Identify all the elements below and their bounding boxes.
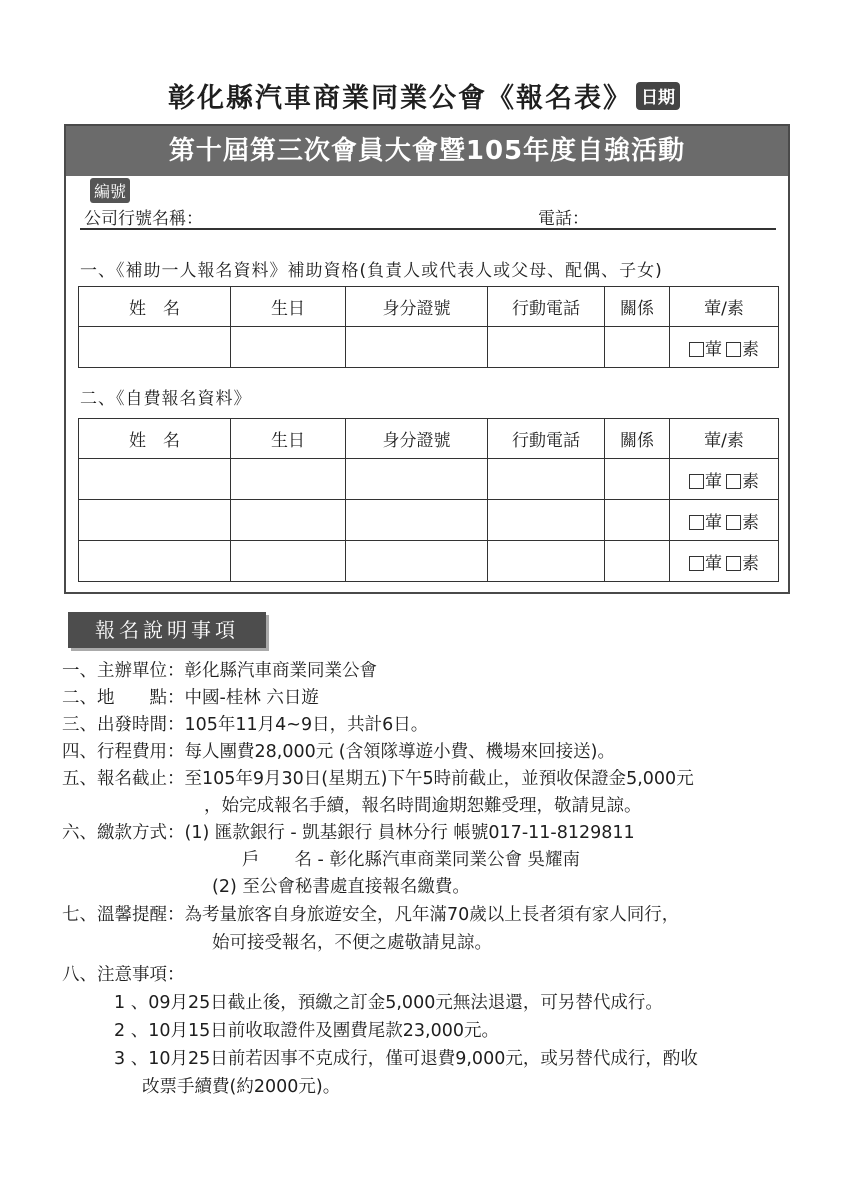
note-cost: 四、行程費用：每人團費28,000元 (含領隊導遊小費、機場來回接送)。	[62, 742, 615, 762]
meat-checkbox[interactable]	[689, 556, 704, 571]
meat-checkbox[interactable]	[689, 342, 704, 357]
veg-label: 素	[742, 553, 759, 574]
veg-label: 素	[742, 512, 759, 533]
col-name: 姓 名	[79, 287, 231, 327]
note-departure: 三、出發時間：105年11月4~9日，共計6日。	[62, 715, 429, 735]
diet-cell	[670, 500, 779, 541]
note-location: 二、地 點：中國-桂林 六日遊	[62, 688, 319, 708]
col-relation: 關係	[605, 287, 670, 327]
name-cell[interactable]	[79, 500, 231, 541]
col-diet: 葷/素	[670, 419, 779, 459]
note-deadline: 五、報名截止：至105年9月30日(星期五)下午5時前截止，並預收保證金5,000元	[62, 769, 694, 789]
birthday-cell[interactable]	[231, 500, 346, 541]
veg-checkbox[interactable]	[726, 342, 741, 357]
notes-section-tab: 報名說明事項	[68, 612, 266, 648]
col-mobile: 行動電話	[488, 419, 605, 459]
note-precaution-2: 2 、10月15日前收取證件及團費尾款23,000元。	[114, 1021, 499, 1041]
id-number-cell[interactable]	[346, 500, 488, 541]
col-id-number: 身分證號	[346, 287, 488, 327]
note-payment: 六、繳款方式：(1) 匯款銀行 - 凱基銀行 員林分行 帳號017-11-8129811	[62, 823, 635, 843]
meat-label: 葷	[705, 339, 722, 360]
veg-label: 素	[742, 471, 759, 492]
id-number-cell[interactable]	[346, 459, 488, 500]
meat-checkbox[interactable]	[689, 474, 704, 489]
company-name-label: 公司行號名稱：	[84, 209, 203, 229]
note-organizer: 一、主辦單位：彰化縣汽車商業同業公會	[62, 661, 377, 681]
relation-cell[interactable]	[605, 459, 670, 500]
col-relation: 關係	[605, 419, 670, 459]
diet-cell	[670, 327, 779, 368]
veg-option[interactable]	[726, 335, 759, 360]
veg-option[interactable]	[726, 508, 759, 533]
section2-heading: 二、《自費報名資料》	[80, 389, 252, 409]
veg-checkbox[interactable]	[726, 474, 741, 489]
meat-label: 葷	[705, 512, 722, 533]
meat-checkbox[interactable]	[689, 515, 704, 530]
self-paid-registration-table	[78, 418, 779, 582]
id-number-cell[interactable]	[346, 541, 488, 582]
meat-option[interactable]	[689, 508, 722, 533]
mobile-cell[interactable]	[488, 327, 605, 368]
company-info-line	[80, 204, 776, 230]
id-number-cell[interactable]	[346, 327, 488, 368]
birthday-cell[interactable]	[231, 327, 346, 368]
section1-heading: 一、《補助一人報名資料》補助資格(負責人或代表人或父母、配偶、子女)	[80, 261, 663, 281]
note-precaution-3-cont: 改票手續費(約2000元)。	[142, 1077, 341, 1097]
name-cell[interactable]	[79, 327, 231, 368]
col-mobile: 行動電話	[488, 287, 605, 327]
table-row	[79, 327, 779, 368]
event-title-bar: 第十屆第三次會員大會暨105年度自強活動	[66, 126, 788, 176]
note-reminder: 七、溫馨提醒：為考量旅客自身旅遊安全，凡年滿70歲以上長者須有家人同行，	[62, 905, 680, 925]
veg-checkbox[interactable]	[726, 515, 741, 530]
meat-option[interactable]	[689, 335, 722, 360]
col-id-number: 身分證號	[346, 419, 488, 459]
veg-label: 素	[742, 339, 759, 360]
title-row	[0, 76, 848, 115]
meat-option[interactable]	[689, 549, 722, 574]
phone-label: 電話：	[538, 209, 589, 229]
table-header-row	[79, 287, 779, 327]
col-name: 姓 名	[79, 419, 231, 459]
note-precautions: 八、注意事項：	[62, 965, 185, 985]
col-birthday: 生日	[231, 287, 346, 327]
mobile-cell[interactable]	[488, 459, 605, 500]
serial-number-label: 編號	[90, 178, 130, 203]
relation-cell[interactable]	[605, 541, 670, 582]
meat-option[interactable]	[689, 467, 722, 492]
veg-option[interactable]	[726, 549, 759, 574]
note-reminder-cont: 始可接受報名，不便之處敬請見諒。	[212, 933, 492, 953]
note-payment-account-name: 戶 名 - 彰化縣汽車商業同業公會 吳耀南	[242, 850, 581, 870]
veg-checkbox[interactable]	[726, 556, 741, 571]
table-row	[79, 541, 779, 582]
diet-cell	[670, 459, 779, 500]
page-title: 彰化縣汽車商業同業公會《報名表》	[168, 83, 632, 114]
note-precaution-1: 1 、09月25日截止後，預繳之訂金5,000元無法退還，可另替代成行。	[114, 993, 663, 1013]
table-row	[79, 500, 779, 541]
name-cell[interactable]	[79, 459, 231, 500]
note-deadline-cont: ，始完成報名手續，報名時間逾期恕難受理，敬請見諒。	[204, 796, 642, 816]
veg-option[interactable]	[726, 467, 759, 492]
meat-label: 葷	[705, 471, 722, 492]
birthday-cell[interactable]	[231, 541, 346, 582]
mobile-cell[interactable]	[488, 541, 605, 582]
date-badge: 日期	[636, 82, 680, 110]
note-precaution-3: 3 、10月25日前若因事不克成行，僅可退費9,000元，或另替代成行，酌收	[114, 1049, 698, 1069]
diet-cell	[670, 541, 779, 582]
col-diet: 葷/素	[670, 287, 779, 327]
name-cell[interactable]	[79, 541, 231, 582]
note-payment-option2: (2) 至公會秘書處直接報名繳費。	[212, 877, 470, 897]
relation-cell[interactable]	[605, 327, 670, 368]
mobile-cell[interactable]	[488, 500, 605, 541]
relation-cell[interactable]	[605, 500, 670, 541]
table-header-row	[79, 419, 779, 459]
table-row	[79, 459, 779, 500]
subsidized-registration-table	[78, 286, 779, 368]
col-birthday: 生日	[231, 419, 346, 459]
meat-label: 葷	[705, 553, 722, 574]
registration-form	[64, 124, 790, 594]
birthday-cell[interactable]	[231, 459, 346, 500]
